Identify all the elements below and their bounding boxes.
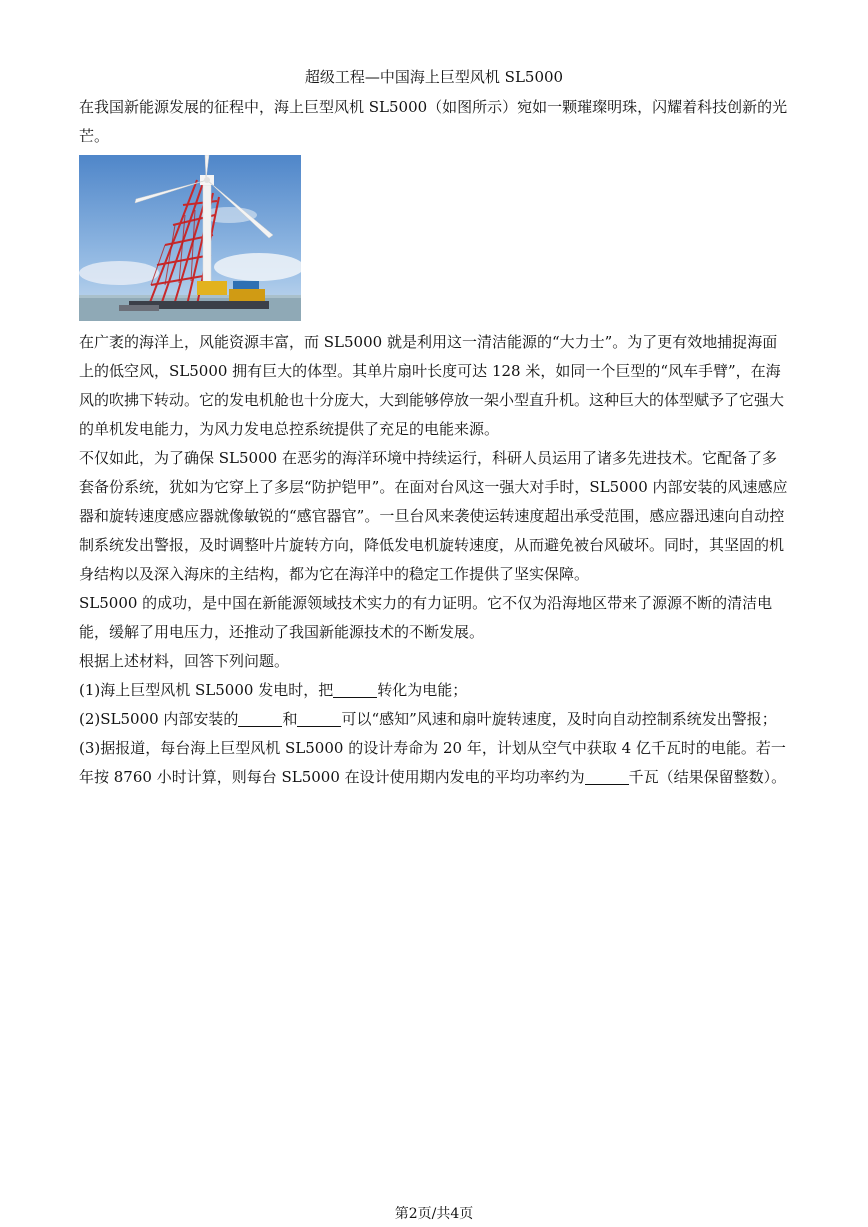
paragraph-instruction: 根据上述材料，回答下列问题。 (79, 652, 290, 670)
paragraph-success: SL5000 的成功，是中国在新能源领域技术实力的有力证明。它不仅为沿海地区带来了源源不断的清洁电能，缓解了用电压力，还推动了我国新能源技术的不断发展。 (79, 594, 773, 641)
answer-blank-2a[interactable] (238, 711, 282, 727)
wind-turbine-photo (79, 155, 301, 321)
answer-blank-2b[interactable] (297, 711, 341, 727)
paragraph-size: 在广袤的海洋上，风能资源丰富，而 SL5000 就是利用这一清洁能源的“大力士”。为了更有效地捕捉海面上的低空风，SL5000 拥有巨大的体型。其单片扇叶长度可达 128 米，如同一个巨型的“风车手臂”，在海风的吹拂下转动。它的发电机舱也十分庞大，大到能够停放一架小型直升机。这种巨大的体型赋予了它强大的单机发电能力，为风力发电总控系统提供了充足的电能来源。 (79, 333, 785, 438)
answer-blank-3[interactable] (585, 769, 629, 785)
body-text (79, 328, 791, 792)
page-number: 第2页/共4页 (394, 1206, 474, 1222)
answer-blank-1[interactable] (333, 682, 377, 698)
document-title: 超级工程—中国海上巨型风机 SL5000 (304, 68, 564, 86)
question-2: (2)SL5000 内部安装的 和 可以“感知”风速和扇叶旋转速度，及时向自动控制系统发出警报； (79, 710, 777, 728)
question-1: (1)海上巨型风机 SL5000 发电时，把 转化为电能； (79, 681, 468, 699)
question-3: (3)据报道，每台海上巨型风机 SL5000 的设计寿命为 20 年，计划从空气中获取 4 亿千瓦时的电能。若一年按 8760 小时计算，则每台 SL5000 在设计使用期内发电的平均功率约为 千瓦（结果保留整数）。 (79, 739, 787, 786)
paragraph-technology: 不仅如此，为了确保 SL5000 在恶劣的海洋环境中持续运行，科研人员运用了诸多先进技术。它配备了多套备份系统，犹如为它穿上了多层“防护铠甲”。在面对台风这一强大对手时，SL5000 内部安装的风速感应器和旋转速度感应器就像敏锐的“感官器官”。一旦台风来袭使运转速度超出承受范围，感应器迅速向自动控制系统发出警报，及时调整叶片旋转方向，降低发电机旋转速度，从而避免被台风破坏。同时，其坚固的机身结构以及深入海床的主结构，都为它在海洋中的稳定工作提供了坚实保障。 (79, 449, 788, 583)
intro-paragraph: 在我国新能源发展的征程中，海上巨型风机 SL5000（如图所示）宛如一颗璀璨明珠，闪耀着科技创新的光芒。 (79, 98, 788, 145)
